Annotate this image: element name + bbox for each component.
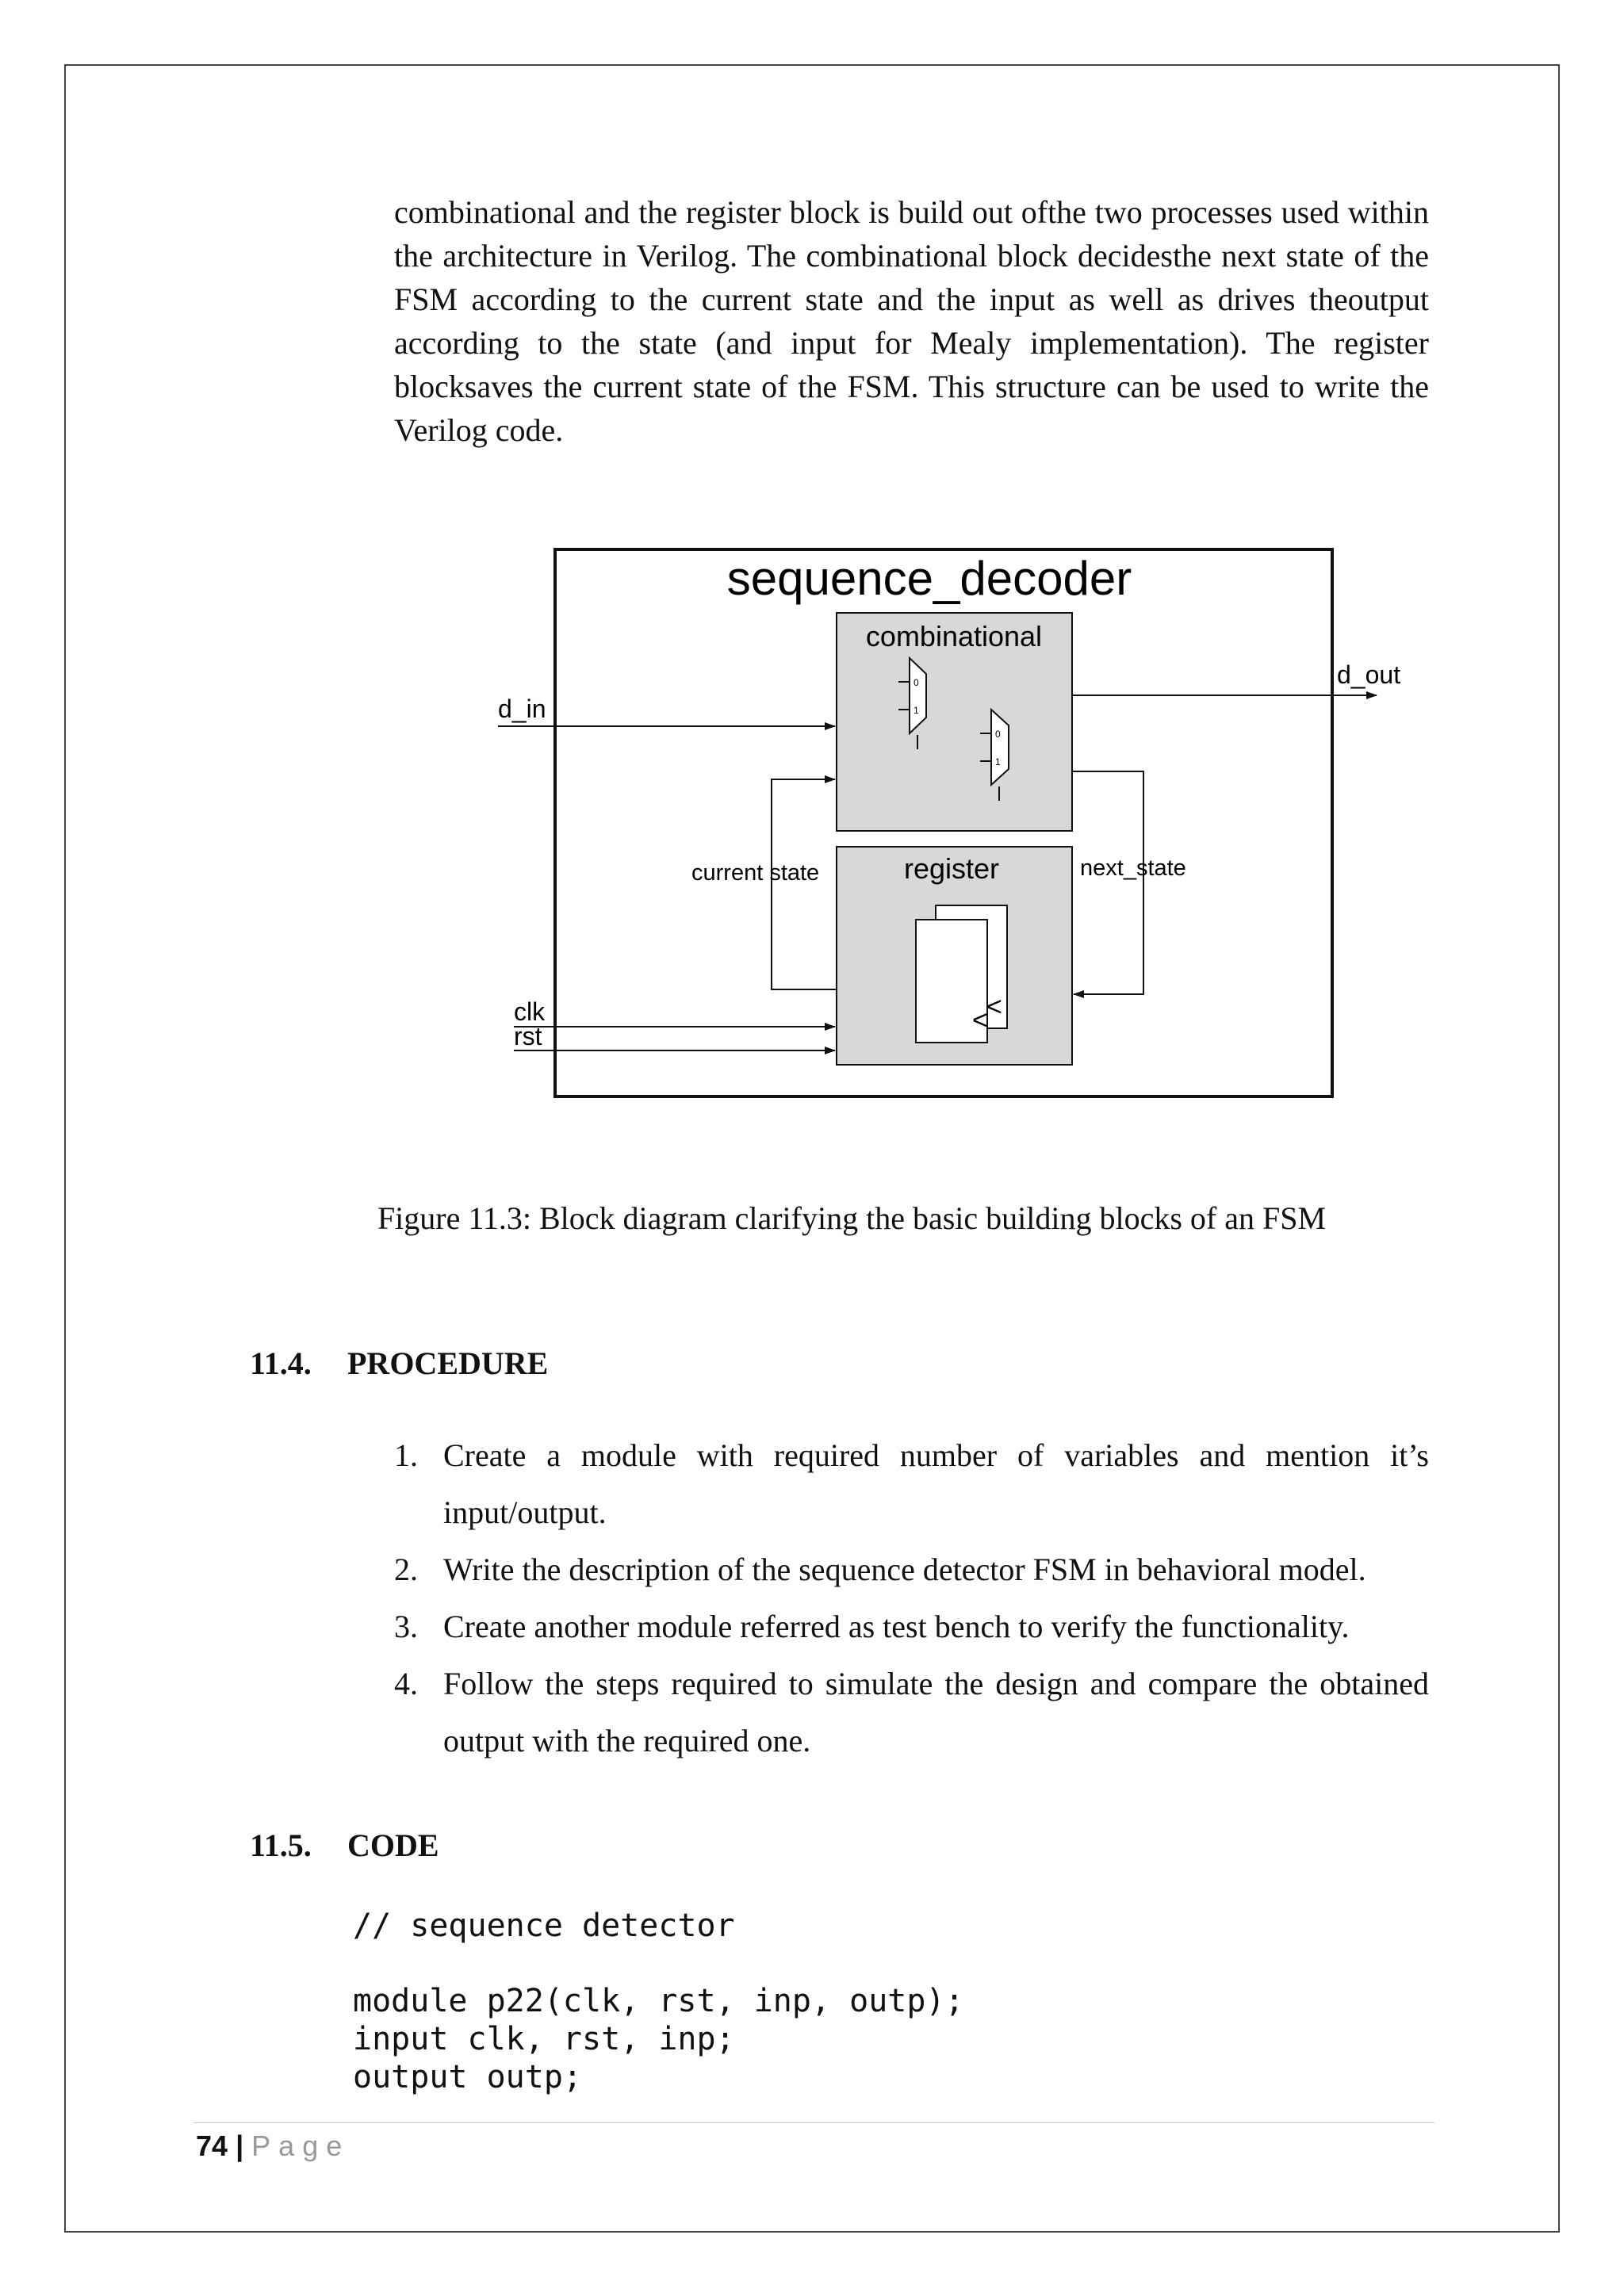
procedure-heading xyxy=(250,1344,548,1383)
procedure-title: PROCEDURE xyxy=(347,1345,549,1381)
rst-label: rst xyxy=(514,1022,542,1050)
svg-text:1: 1 xyxy=(914,705,919,716)
list-item: 3. Create another module referred as test bench to verify the functionality. xyxy=(394,1609,1350,1644)
page-footer xyxy=(196,2127,350,2165)
page-word: Page xyxy=(251,2130,350,2162)
code-heading xyxy=(250,1826,439,1866)
current-state-label: current state xyxy=(691,860,820,886)
clk-label: clk xyxy=(514,997,546,1026)
figure-caption: Figure 11.3: Block diagram clarifying the basic building blocks of an FSM xyxy=(377,1200,1327,1236)
list-item: 4. Follow the steps required to simulate the design and compare the obtained output with the required one. xyxy=(394,1666,1429,1758)
fsm-block-diagram xyxy=(476,531,1427,1118)
footer-separator: | xyxy=(236,2130,244,2162)
code-title: CODE xyxy=(347,1827,439,1863)
page-number: 74 xyxy=(196,2130,228,2162)
code-comment: // sequence detector xyxy=(353,1908,735,1944)
svg-text:<: < xyxy=(972,1005,988,1035)
svg-text:0: 0 xyxy=(995,729,1001,740)
procedure-number: 11.4. xyxy=(250,1345,312,1381)
svg-text:0: 0 xyxy=(914,677,919,688)
next-state-label: next_state xyxy=(1080,855,1186,881)
d-out-label: d_out xyxy=(1337,660,1401,689)
register-label: register xyxy=(903,852,1000,885)
flip-flop-icon xyxy=(916,905,1007,1043)
intro-paragraph: combinational and the register block is build out ofthe two processes used within the architecture in Verilog. The combinational block decidesthe next state of the FSM according to the current state and the input as well as drives theoutput according to the state (and input for Mealy implementation). The register blocksaves the current state of the FSM. This structure can be used to write the Verilog code. xyxy=(394,194,1429,448)
procedure-list xyxy=(394,1427,1429,1770)
code-line: output outp; xyxy=(353,2059,582,2095)
list-item: 2. Write the description of the sequence detector FSM in behavioral model. xyxy=(394,1552,1366,1587)
code-number: 11.5. xyxy=(250,1827,312,1863)
svg-text:1: 1 xyxy=(995,756,1001,767)
code-line: module p22(clk, rst, inp, outp); xyxy=(353,1983,964,2019)
list-item: 1. Create a module with required number of variables and mention it’s input/output. xyxy=(394,1437,1429,1530)
combinational-label: combinational xyxy=(865,620,1043,652)
d-in-label: d_in xyxy=(498,695,546,723)
diagram-title: sequence_decoder xyxy=(726,552,1132,605)
footer-rule xyxy=(193,2122,1434,2123)
code-line: input clk, rst, inp; xyxy=(353,2021,735,2057)
svg-text:<: < xyxy=(986,992,1002,1022)
